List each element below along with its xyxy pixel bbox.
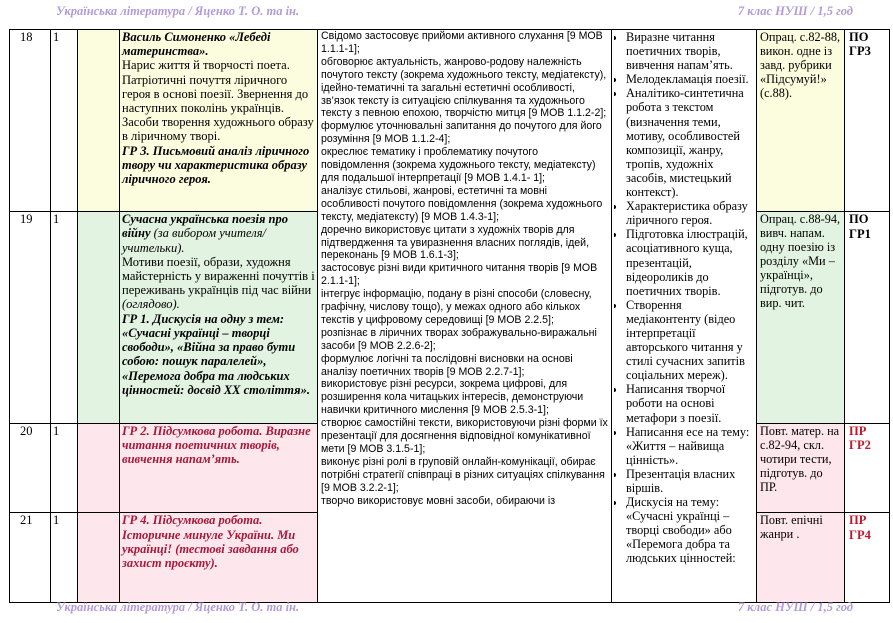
empty-cell (78, 423, 120, 513)
activity-item: • Підготовка ілюстрацій, асоціативного куща, презентацій, відеороликів до поетичних творів. (626, 227, 754, 297)
activity-item: • Презентація власних віршів. (626, 467, 754, 495)
footer-right: 7 клас НУШ / 1,5 год (737, 600, 853, 614)
lesson-topic (120, 212, 318, 423)
competency-item: окреслює тематику і проблематику почутого повідомлення (зокрема художнього тексту, медіатексту) для подальшої інтерпретації [9 МОВ 1.4.1- 1]; (321, 146, 596, 184)
topic-note: (за вибором учителя/учительки). (122, 226, 266, 255)
page-footer (0, 600, 893, 620)
activity-item: • Характеристика образу ліричного героя. (626, 199, 754, 227)
activity-item: • Мелодекламація поезії. (626, 72, 754, 86)
topic-gr: ГР 2. Підсумкова робота. Виразне читання поетичних творів, вивчення напам’ять. (122, 423, 311, 467)
topic-gr: ГР 4. Підсумкова робота. Історичне минуле України. Ми українці! (тестові завдання або захист проєкту). (122, 513, 299, 570)
lesson-number: 21 (10, 513, 51, 603)
competency-item: розпізнає в ліричних творах зображувально-виражальні засоби [9 МОВ 2.2.6-2]; (321, 326, 597, 352)
lesson-hours: 1 (51, 212, 78, 423)
competency-item: інтегрує інформацію, подану в різні способи (словесну, графічну, числову тощо), у межах одного або кількох текстів у цифровому середовищі [9 МОВ 2.2.5]; (321, 288, 592, 326)
lesson-number: 20 (10, 423, 51, 513)
empty-cell (78, 513, 120, 603)
activity-item: • Виразне читання поетичних творів, вивчення напам’ять. (626, 30, 754, 72)
header-right: 7 клас НУШ / 1,5 год (737, 4, 853, 18)
topic-author: Сучасна українська поезія про війну (122, 212, 288, 241)
homework-cell: Повт. матер. на с.82-94, скл. чотири тести, підготув. до ПР. (757, 423, 845, 513)
topic-gr: ГР 3. Письмовий аналіз ліричного твору чи характеристика образу ліричного героя. (122, 143, 310, 187)
competency-item: створює самостійні тексти, використовуючи різні форми їх презентації для досягнення відповідної комунікативної мети [9 МОВ 3.1.5-1]; (321, 417, 608, 455)
topic-author: Василь Симоненко «Лебеді материнства». (122, 30, 271, 59)
competency-item: виконує різні ролі в груповій онлайн-комунікації, обирає потрібні стратегії співпраці в різних ситуаціях спілкування [9 МОВ 3.2.2-1]; (321, 455, 605, 494)
topic-text-note: (оглядово). (122, 297, 180, 312)
competency-item: формулює уточнювальні запитання до почутого для його розуміння [9 МОВ 1.1.2-4]; (321, 120, 602, 146)
group-code: ПР ГР4 (845, 513, 890, 603)
activities-cell (612, 30, 757, 603)
table-row (10, 30, 890, 212)
group-code: ПР ГР2 (845, 423, 890, 513)
lesson-hours: 1 (51, 513, 78, 603)
topic-text: Мотиви поезії, образи, художня майстерність у вираженні почуттів і переживань українців під час війни (122, 254, 315, 298)
competency-item: аналізує стильові, жанрові, естетичні та мовні особливості почутого повідомлення (зокрема художнього тексту, медіатексту) [9 МОВ 1.4.3-1]; (321, 184, 603, 223)
lesson-topic (120, 30, 318, 212)
activity-item: • Аналітико-синтетична робота з текстом (визначення теми, мотиву, особливостей композиції, жанру, тропів, художніх засобів, мистецький контекст). (626, 86, 754, 199)
competency-item: творчо використовує мовні засоби, обираючи із (321, 494, 556, 507)
activity-item: • Написання творчої роботи на основі метафори з поезії. (626, 382, 754, 424)
header-left: Українська література / Яценко Т. О. та ін. (56, 4, 300, 18)
competency-item: використовує різні ресурси, зокрема цифрові, для розширення кола читацьких інтересів, демонструючи навички критичного мислення [9 МОВ 2.5.3-1]; (321, 378, 584, 417)
lesson-plan-table (9, 29, 890, 603)
group-code: ПО ГР3 (845, 30, 890, 212)
empty-cell (78, 212, 120, 423)
homework-cell: Опрац. с.82-88, викон. одне із завд. рубрики «Підсумуй!» (с.88). (757, 30, 845, 212)
topic-gr: ГР 1. Дискусія на одну з тем: «Сучасні українці – творці свободи», «Війна за право бути собою: пошук паралелей», «Перемога добра та людських цінностей: досвід ХХ століття». (122, 311, 310, 397)
lesson-number: 18 (10, 30, 51, 212)
empty-cell (78, 30, 120, 212)
competency-item: застосовує різні види критичного читання творів [9 МОВ 2.1.1-1]; (321, 262, 598, 288)
homework-cell: Опрац. с.88-94, вивч. напам. одну поезію із розділу «Ми – українці», підготув. до вир. чит. (757, 212, 845, 423)
competency-item: формулює логічні та послідовні висновки на основі аналізу поетичних творів [9 МОВ 2.2.7-1]; (321, 352, 573, 378)
lesson-number: 19 (10, 212, 51, 423)
competency-item: Свідомо застосовує прийоми активного слухання [9 МОВ 1.1.1-1]; (321, 30, 603, 55)
footer-left: Українська література / Яценко Т. О. та ін. (56, 600, 300, 614)
activity-item: • Дискусія на тему: «Сучасні українці – творці свободи» або «Перемога добра та людських цінностей: (626, 495, 754, 565)
lesson-topic (120, 513, 318, 603)
lesson-hours: 1 (51, 30, 78, 212)
competency-item: обговорює актуальність, жанрово-родову належність почутого тексту (зокрема художнього тексту, медіатексту), ідейно-тематичні та загальні естетичні особливості, зв’язок тексту із ситуацією спілкування та художнього тексту з певною епохою, творчістю митця [9 МОВ 1.1.2-2]; (321, 55, 607, 120)
lesson-hours: 1 (51, 423, 78, 513)
activities-list (614, 30, 754, 566)
activity-item: • Створення медіаконтенту (відео інтерпретації авторського читання у стилі сучасних запитів соціальних мереж). (626, 298, 754, 383)
competency-item: доречно використовує цитати з художніх творів для підтвердження та увиразнення власних поглядів, ідей, переконань [9 МОВ 1.6.1-3]; (321, 223, 590, 262)
group-code: ПО ГР1 (845, 212, 890, 423)
competencies-cell (318, 30, 612, 603)
topic-text: Нарис життя й творчості поета. Патріотичні почуття ліричного героя в основі поезії. Звернення до наступних поколінь українців. Засоби творення художнього образу в ліричному творі. (122, 58, 314, 144)
page-header (0, 4, 893, 24)
activity-item: • Написання есе на тему: «Життя – найвища цінність». (626, 425, 754, 467)
homework-cell: Повт. епічні жанри . (757, 513, 845, 603)
lesson-topic (120, 423, 318, 513)
